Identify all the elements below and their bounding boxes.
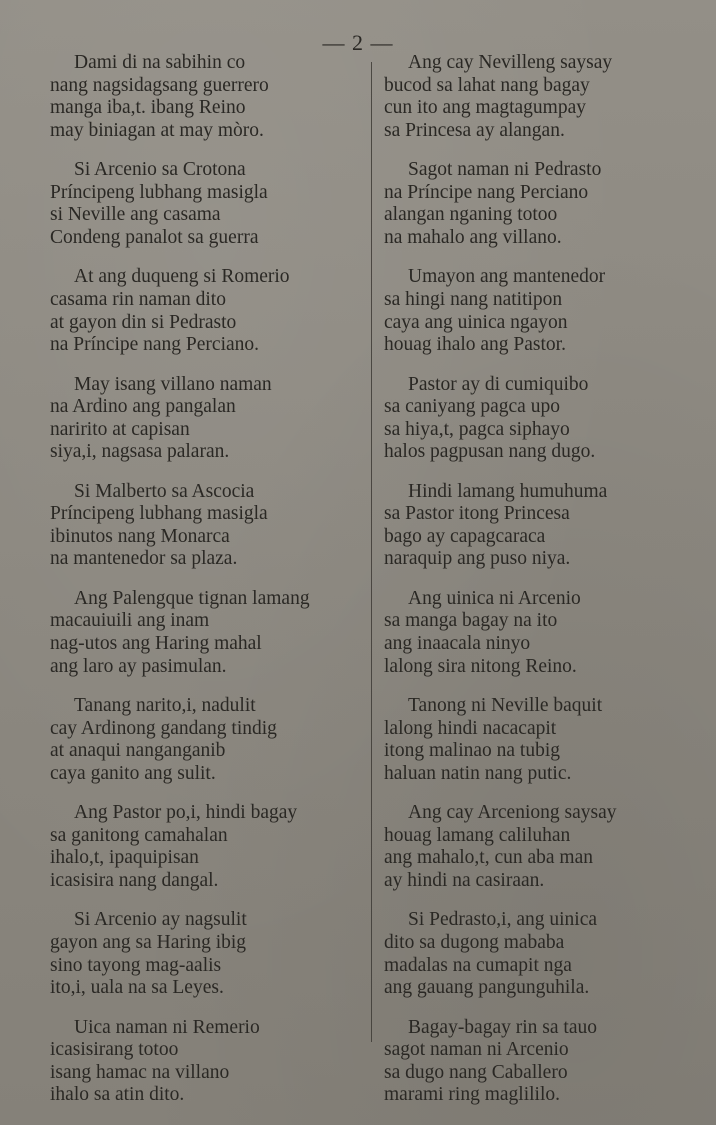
stanza [50,159,365,249]
verse-line: na mahalo ang villano. [384,226,562,248]
right-column [384,52,704,1124]
verse-line: Bagay-bagay rin sa tauo [408,1016,597,1038]
verse-line: bucod sa lahat nang bagay [384,74,590,96]
verse-line: caya ang uinica ngayon [384,311,568,333]
verse-line: at gayon din si Pedrasto [50,311,237,333]
stanza [50,374,365,464]
verse-line: sa hiya,t, pagca siphayo [384,418,570,440]
verse-line: Tanong ni Neville baquit [408,695,603,717]
stanza [50,481,365,571]
verse-line: halos pagpusan nang dugo. [384,441,596,463]
verse-line: nag-utos ang Haring mahal [50,633,262,655]
stanza [50,695,365,785]
verse-line: sa Pastor itong Princesa [384,503,570,525]
verse-line: may biniagan at may mòro. [50,119,264,141]
verse-line: Hindi lamang humuhuma [408,480,608,502]
verse-line: sa Princesa ay alangan. [384,119,565,141]
verse-line: Si Arcenio ay nagsulit [74,909,247,931]
stanza [50,909,365,999]
verse-line: naraquip ang puso niya. [384,548,571,570]
verse-line: Ang cay Nevilleng saysay [408,52,613,73]
verse-line: Sagot naman ni Pedrasto [408,159,602,181]
stanza [384,588,704,678]
verse-line: si Neville ang casama [50,204,221,226]
verse-line: ihalo sa atin dito. [50,1084,185,1106]
verse-line: Condeng panalot sa guerra [50,226,259,248]
verse-line: ang laro ay pasimulan. [50,655,227,677]
verse-line: Ang Pastor po,i, hindi bagay [74,802,298,824]
verse-line: cay Ardinong gandang tindig [50,717,277,739]
verse-line: isang hamac na villano [50,1061,230,1083]
verse-line: na Príncipe nang Perciano. [50,334,260,356]
verse-line: houag lamang caliluhan [384,824,571,846]
verse-line: sa hingi nang natitipon [384,288,563,310]
stanza [384,52,704,142]
verse-line: Umayon ang mantenedor [408,266,606,288]
verse-line: ibinutos nang Monarca [50,525,230,547]
verse-line: na Ardino ang pangalan [50,396,236,418]
verse-line: sa ganitong camahalan [50,824,228,846]
verse-line: dito sa dugong mababa [384,931,565,953]
verse-line: At ang duqueng si Romerio [74,266,290,288]
verse-line: Ang cay Arceniong saysay [408,802,617,824]
verse-line: naririto at capisan [50,418,190,440]
verse-line: macauiuili ang inam [50,610,210,632]
verse-line: May isang villano naman [74,373,272,395]
verse-line: Dami di na sabihin co [74,52,246,73]
verse-line: casama rin naman dito [50,288,226,310]
verse-line: Uica naman ni Remerio [74,1016,260,1038]
stanza [50,802,365,892]
stanza [384,802,704,892]
verse-line: icasisira nang dangal. [50,869,219,891]
verse-line: na mantenedor sa plaza. [50,548,238,570]
verse-line: Ang uinica ni Arcenio [408,587,581,609]
column-divider [371,62,372,1042]
stanza [384,159,704,249]
stanza [50,266,365,356]
verse-line: sa caniyang pagca upo [384,396,560,418]
verse-line: lalong sira nitong Reino. [384,655,577,677]
verse-line: ang gauang pangunguhila. [384,977,590,999]
verse-line: at anaqui nanganganib [50,740,226,762]
stanza [50,1017,365,1107]
stanza [384,481,704,571]
verse-line: manga iba,t. ibang Reino [50,97,246,119]
verse-line: itong malinao na tubig [384,740,561,762]
stanza [384,909,704,999]
verse-line: Si Pedrasto,i, ang uinica [408,909,598,931]
verse-line: lalong hindi nacacapit [384,717,557,739]
verse-line: bago ay capagcaraca [384,525,546,547]
verse-line: ang inaacala ninyo [384,633,531,655]
verse-line: siya,i, nagsasa palaran. [50,441,230,463]
stanza [384,1017,704,1107]
verse-line: ito,i, uala na sa Leyes. [50,977,224,999]
verse-line: Ang Palengque tignan lamang [74,587,310,609]
verse-line: Pastor ay di cumiquibo [408,373,589,395]
verse-line: Príncipeng lubhang masigla [50,181,268,203]
stanza [50,52,365,142]
verse-line: icasisirang totoo [50,1039,179,1061]
verse-line: haluan natin nang putic. [384,762,572,784]
verse-line: madalas na cumapit nga [384,954,572,976]
verse-line: cun ito ang magtagumpay [384,97,586,119]
verse-line: Tanang narito,i, nadulit [74,695,256,717]
verse-line: marami ring maglililo. [384,1084,561,1106]
left-column [50,52,365,1124]
verse-line: caya ganito ang sulit. [50,762,216,784]
verse-line: ihalo,t, ipaquipisan [50,847,199,869]
verse-line: Si Arcenio sa Crotona [74,159,246,181]
stanza [50,588,365,678]
verse-line: alangan nganing totoo [384,204,558,226]
verse-line: ay hindi na casiraan. [384,869,545,891]
stanza [384,266,704,356]
verse-line: nang nagsidagsang guerrero [50,74,269,96]
verse-line: sa manga bagay na ito [384,610,558,632]
verse-line: sino tayong mag-aalis [50,954,222,976]
verse-line: Si Malberto sa Ascocia [74,480,255,502]
verse-line: houag ihalo ang Pastor. [384,334,566,356]
verse-line: sagot naman ni Arcenio [384,1039,569,1061]
verse-line: sa dugo nang Caballero [384,1061,568,1083]
page-number: — 2 — [322,30,394,55]
verse-line: gayon ang sa Haring ibig [50,931,247,953]
verse-line: na Príncipe nang Perciano [384,181,589,203]
verse-line: ang mahalo,t, cun aba man [384,847,594,869]
stanza [384,374,704,464]
stanza [384,695,704,785]
verse-line: Príncipeng lubhang masigla [50,503,268,525]
